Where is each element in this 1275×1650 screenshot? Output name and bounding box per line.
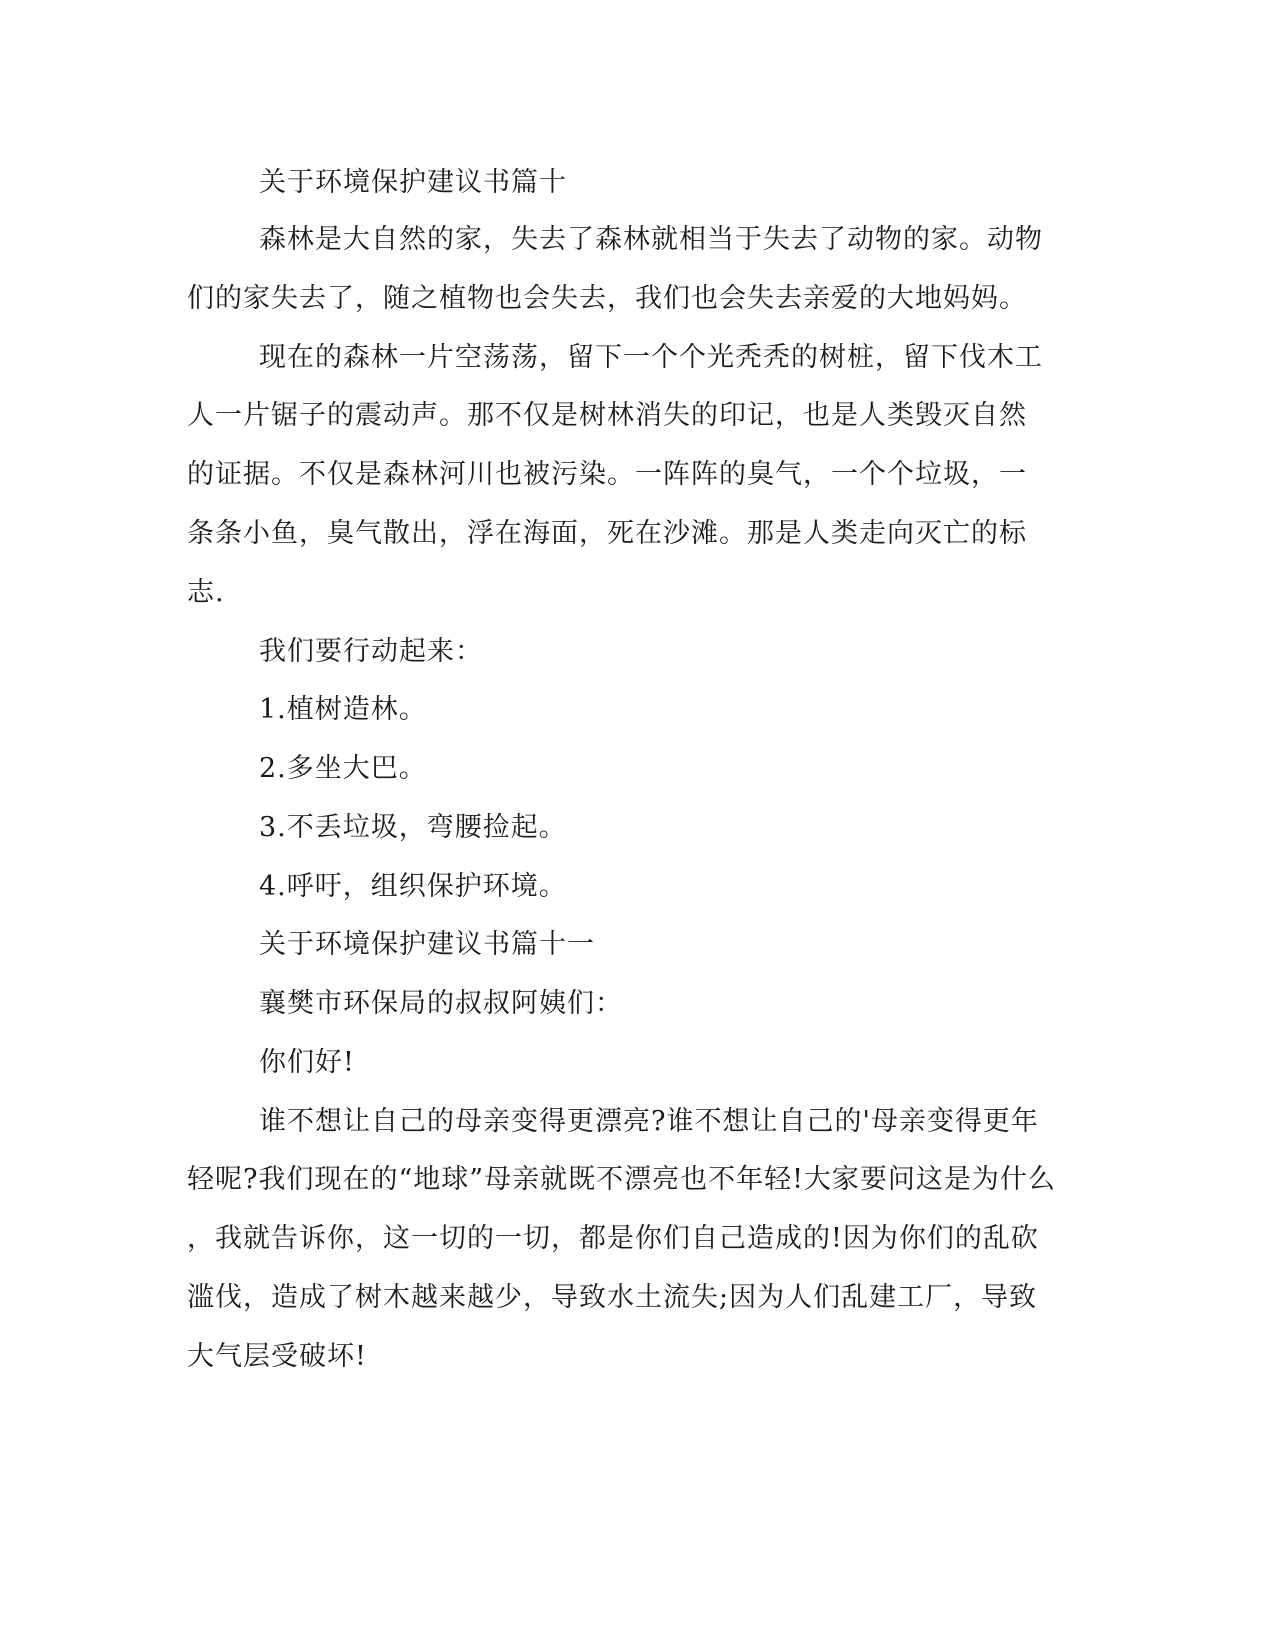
paragraph-2-line-3: 的证据。不仅是森林河川也被污染。一阵阵的臭气，一个个垃圾，一 xyxy=(187,459,1027,490)
section-heading-10: 关于环境保护建议书篇十 xyxy=(259,167,567,198)
paragraph-1-line-1: 森林是大自然的家，失去了森林就相当于失去了动物的家。动物 xyxy=(259,224,1043,255)
salutation: 襄樊市环保局的叔叔阿姨们： xyxy=(259,988,623,1019)
paragraph-3-line-5: 大气层受破坏! xyxy=(187,1341,367,1372)
paragraph-3-line-4: 滥伐，造成了树木越来越少，导致水土流失;因为人们乱建工厂，导致 xyxy=(187,1282,1038,1313)
paragraph-3-line-1: 谁不想让自己的母亲变得更漂亮?谁不想让自己的'母亲变得更年 xyxy=(259,1106,1039,1137)
action-item-4: 4.呼吁，组织保护环境。 xyxy=(259,871,567,902)
section-heading-11: 关于环境保护建议书篇十一 xyxy=(259,929,595,960)
greeting: 你们好! xyxy=(259,1047,355,1078)
paragraph-1-line-2: 们的家失去了，随之植物也会失去，我们也会失去亲爱的大地妈妈。 xyxy=(187,283,1027,314)
paragraph-3-line-2: 轻呢?我们现在的“地球”母亲就既不漂亮也不年轻!大家要问这是为什么 xyxy=(187,1164,1056,1195)
action-item-3: 3.不丢垃圾，弯腰捡起。 xyxy=(259,812,567,843)
paragraph-3-line-3: ，我就告诉你，这一切的一切，都是你们自己造成的!因为你们的乱砍 xyxy=(187,1223,1039,1254)
paragraph-2-line-1: 现在的森林一片空荡荡，留下一个个光秃秃的树桩，留下伐木工 xyxy=(259,342,1043,373)
action-item-2: 2.多坐大巴。 xyxy=(259,753,427,784)
paragraph-2-line-5: 志. xyxy=(187,577,225,608)
action-item-1: 1.植树造林。 xyxy=(259,694,427,725)
call-to-action: 我们要行动起来： xyxy=(259,636,483,667)
paragraph-2-line-4: 条条小鱼，臭气散出，浮在海面，死在沙滩。那是人类走向灭亡的标 xyxy=(187,518,1027,549)
paragraph-2-line-2: 人一片锯子的震动声。那不仅是树林消失的印记，也是人类毁灭自然 xyxy=(187,400,1027,431)
